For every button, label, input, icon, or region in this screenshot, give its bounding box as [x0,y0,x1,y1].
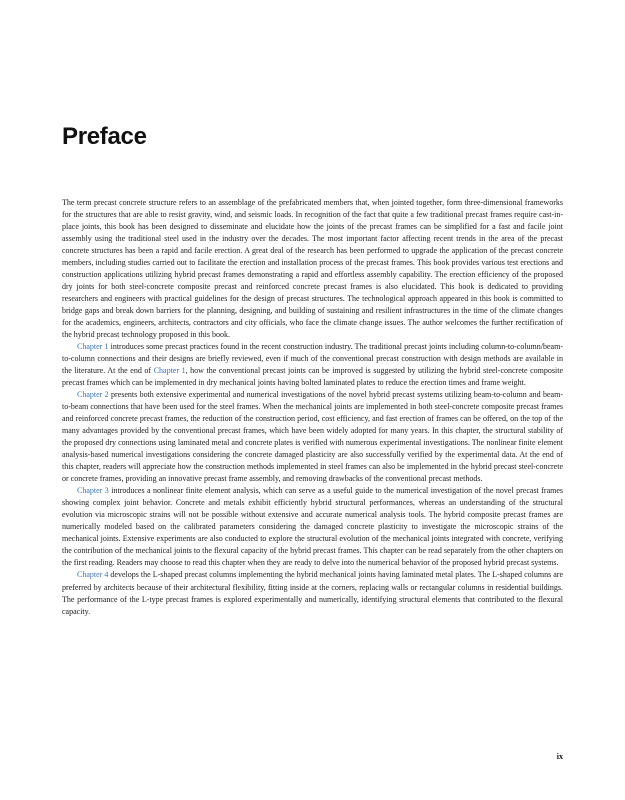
chapter-1-link-second[interactable]: Chapter 1 [153,366,186,376]
paragraph-chapter-1-text-b: , how the conventional precast joints can be improved is suggested by utilizing the hybrid steel-concrete composite precast frames which can be implemented in dry mechanical joints having bolted laminated plates to reduce the erection times and frame weight. [62,366,564,388]
page-number: ix [556,752,563,761]
paragraph-chapter-4 [62,569,563,617]
chapter-2-link[interactable]: Chapter 2 [77,390,109,400]
page-title: Preface [62,123,147,150]
paragraph-chapter-1-text-a: introduces some precast practices found in the recent construction industry. The traditional precast joints including column-to-column/beam-to-column connections and their designs are briefly reviewed, even if much of the conventional precast construction with design methods are available in the literature. At the end of [62,342,563,376]
preface-body [62,197,563,618]
paragraph-chapter-1 [62,341,563,389]
paragraph-chapter-3-text: introduces a nonlinear finite element analysis, which can serve as a useful guide to the numerical investigation of the novel precast frames showing complex joint behavior. Concrete and metals exhibit efficiently hybrid structural performances, whereas an understanding of the structural evolution via microscopic strains will not be possible without extensive and accurate numerical analysis tools. The hybrid composite precast frames are numerically modeled based on the calibrated parameters considering the damaged concrete plasticity to investigate the microscopic strains of the mechanical joints. Extensive experiments are also conducted to explore the structural evolution of the mechanical joints integrated with concrete, verifying the contribution of the mechanical joints to the flexural capacity of the hybrid precast frames. This chapter can be read separately from the other chapters on the first reading. Readers may choose to read this chapter when they are ready to delve into the numerical behavior of the proposed hybrid precast systems. [62,486,564,568]
paragraph-chapter-3 [62,485,563,569]
paragraph-intro: The term precast concrete structure refers to an assemblage of the prefabricated members that, when jointed together, form three-dimensional frameworks for the structures that are able to resist gravity, wind, and seismic loads. In recognition of the fact that quite a few traditional precast frames require cast-in-place joints, this book has been designed to disseminate and elucidate how the joints of the precast frames can be simplified for a fast and facile joint assembly using the traditional steel used in the industry over the decades. The most important factor affecting recent trends in the area of the precast concrete structures has been a rapid and facile erection. A great deal of the research has been performed to upgrade the application of the precast concrete members, including studies carried out to facilitate the erection and installation process of the precast frames. This book provides various test erections and construction applications utilizing hybrid precast frames demonstrating a rapid and effortless assembly capability. The erection efficiency of the proposed dry joints for both steel-concrete composite precast and reinforced concrete precast frames is also elucidated. This book is dedicated to providing researchers and engineers with practical guidelines for the design of precast structures. The technological approach appeared in this book is committed to bridge gaps and break down barriers for the planning, designing, and building of sustaining and resilient infrastructures in the time of the climate changes for the academics, engineers, architects, contractors and city officials, who face the climate change issues. The author welcomes the further rectification of the hybrid precast technology proposed in this book. [62,198,563,340]
paragraph-chapter-4-text: develops the L-shaped precast columns implementing the hybrid mechanical joints having laminated metal plates. The L-shaped columns are preferred by architects because of their architectural flexibility, fitting inside at the corners, replacing walls or rectangular columns in residential buildings. The performance of the L-type precast frames is explored experimentally and numerically, identifying structural elements that contributed to the flexural capacity. [62,570,563,616]
paragraph-chapter-2-text: presents both extensive experimental and numerical investigations of the novel hybrid precast systems utilizing beam-to-column and beam-to-beam connections that have been used for the steel frames. When the mechanical joints are implemented in both steel-concrete composite precast frames and reinforced concrete precast frames, the reduction of the construction period, cost efficiency, and fast erection of frames can be offered, on the top of the many advantages provided by the conventional precast frames, which have been widely adopted for many years. In this chapter, the structural stability of the proposed dry connections using laminated metal and concrete plates is verified with numerous experimental investigations. The nonlinear finite element analysis-based numerical investigations considering the concrete damaged plasticity are also successfully verified by the experimental data. At the end of this chapter, readers will appreciate how the construction methods implemented in steel frames can also be implemented in the hybrid precast steel-concrete or concrete frames, providing an innovative precast frame assembly, and removing drawbacks of the conventional precast methods. [62,390,563,484]
chapter-1-link[interactable]: Chapter 1 [77,342,109,352]
paragraph-chapter-2 [62,389,563,485]
chapter-3-link[interactable]: Chapter 3 [77,486,109,496]
chapter-4-link[interactable]: Chapter 4 [77,570,109,580]
